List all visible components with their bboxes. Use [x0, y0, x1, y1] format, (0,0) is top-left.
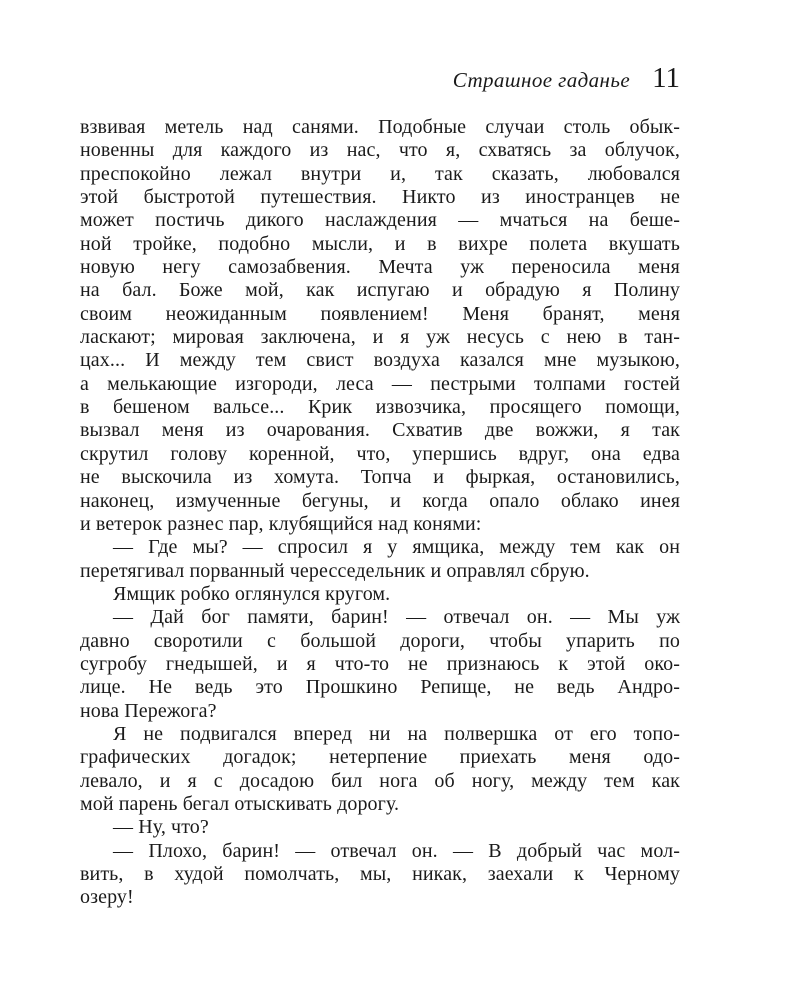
text-line: мой парень бегал отыскивать дорогу.: [80, 792, 400, 815]
text-line: вызвал меня из очарования. Схватив две вожжи, я так: [80, 419, 680, 442]
paragraph: [80, 816, 680, 839]
text-line: наконец, измученные бегуны, и когда опало облако инея: [80, 489, 680, 512]
running-header: [80, 62, 680, 95]
text-line: новенны для каждого из нас, что я, схватясь за облучок,: [80, 139, 680, 162]
text-line: Я не подвигался вперед ни на полвершка от его топо-: [113, 722, 680, 745]
text-line: в бешеном вальсе... Крик извозчика, просящего помощи,: [80, 396, 680, 419]
paragraph: [80, 116, 680, 536]
paragraph: [80, 723, 680, 816]
text-line: ной тройке, подобно мысли, и в вихре полета вкушать: [80, 232, 680, 255]
text-line: этой быстротой путешествия. Никто из иностранцев не: [80, 186, 680, 209]
text-line: взвивая метель над санями. Подобные случаи столь обык-: [80, 116, 680, 138]
text-line: — Ну, что?: [113, 816, 209, 839]
text-line: преспокойно лежал внутри и, так сказать, любовался: [80, 162, 680, 185]
text-line: не выскочила из хомута. Топча и фыркая, остановились,: [80, 466, 680, 489]
paragraph: [80, 583, 680, 606]
text-line: — Плохо, барин! — отвечал он. — В добрый час мол-: [113, 839, 680, 862]
text-line: и ветерок разнес пар, клубящийся над конями:: [80, 512, 482, 535]
text-line: а мелькающие изгороди, леса — пестрыми толпами гостей: [80, 372, 680, 395]
text-line: сугробу гнедышей, и я что-то не признаюсь к этой око-: [80, 652, 680, 675]
text-line: левало, и я с досадою бил нога об ногу, между тем как: [80, 769, 680, 792]
text-line: нова Пережога?: [80, 699, 217, 722]
text-line: графических догадок; нетерпение приехать меня одо-: [80, 746, 680, 769]
running-header-title: Страшное гаданье: [452, 68, 631, 92]
page-number: 11: [652, 62, 680, 94]
text-line: — Дай бог памяти, барин! — отвечал он. — Мы уж: [113, 606, 680, 629]
paragraph: [80, 840, 680, 910]
text-line: своим неожиданным появлением! Меня бранят, меня: [80, 302, 680, 325]
text-line: лице. Не ведь это Прошкино Репище, не ведь Андро-: [80, 676, 680, 699]
text-line: — Где мы? — спросил я у ямщика, между тем как он: [113, 536, 680, 559]
paragraph: [80, 536, 680, 583]
text-line: может постичь дикого наслаждения — мчаться на беше-: [80, 209, 680, 232]
text-line: перетягивал порванный чересседельник и оправлял сбрую.: [80, 559, 590, 582]
text-line: вить, в худой помолчать, мы, никак, заехали к Черному: [80, 863, 680, 885]
paragraph: [80, 606, 680, 723]
text-line: ласкают; мировая заключена, и я уж несусь с нею в тан-: [80, 326, 680, 349]
text-line: давно своротили с большой дороги, чтобы упарить по: [80, 629, 680, 652]
text-line: Ямщик робко оглянулся кругом.: [113, 582, 391, 605]
text-line: на бал. Боже мой, как испугаю и обрадую я Полину: [80, 279, 680, 302]
text-line: скрутил голову коренной, что, упершись вдруг, она едва: [80, 442, 680, 465]
text-line: новую негу самозабвения. Мечта уж переносила меня: [80, 256, 680, 279]
text-line: озеру!: [80, 886, 134, 909]
text-line: цах... И между тем свист воздуха казался мне музыкою,: [80, 349, 680, 372]
body-text: [80, 116, 680, 910]
